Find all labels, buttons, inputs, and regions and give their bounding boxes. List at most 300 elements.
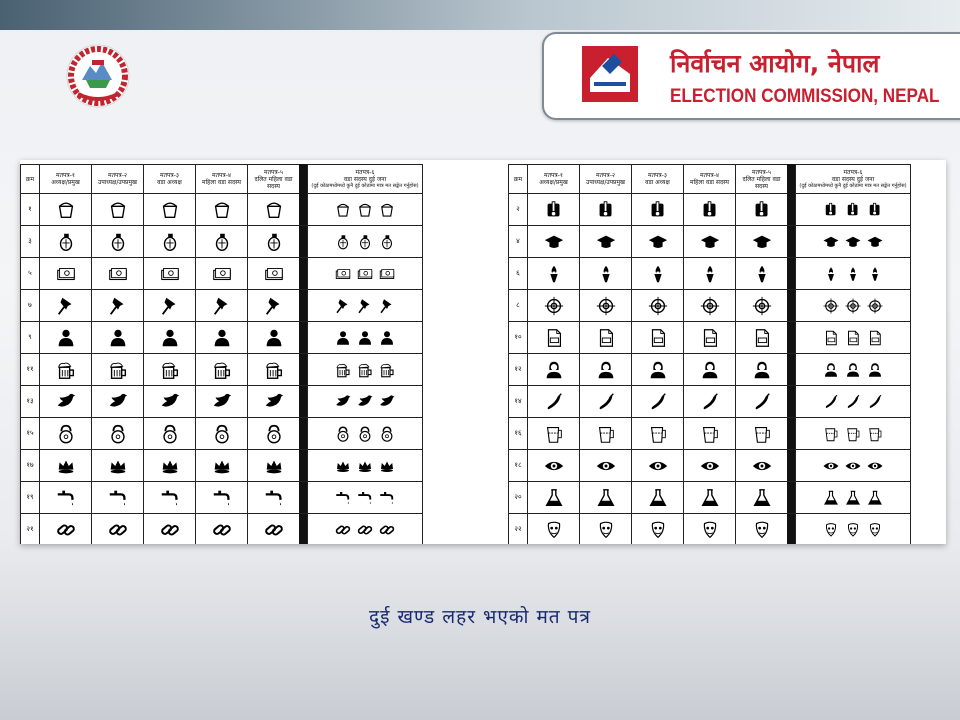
- vote-box-ward-member[interactable]: [307, 226, 423, 257]
- serial-number: १५: [20, 418, 39, 449]
- kettlebell-icon: [356, 425, 374, 443]
- torch-icon: [822, 265, 840, 283]
- vote-box-ward-member[interactable]: [795, 354, 911, 385]
- vote-box[interactable]: [39, 322, 91, 353]
- ballot-row: [508, 290, 911, 322]
- water-jug-icon: [699, 423, 721, 445]
- flask-icon: [647, 487, 669, 509]
- vote-box[interactable]: [143, 418, 195, 449]
- eye-icon: [647, 455, 669, 477]
- serial-number: १४: [508, 386, 527, 417]
- vote-box[interactable]: [143, 386, 195, 417]
- vote-box[interactable]: [631, 194, 683, 225]
- graduation-cap-icon: [844, 233, 862, 251]
- grenade-icon: [159, 231, 181, 253]
- post-header-2: [91, 164, 143, 194]
- vote-box[interactable]: [631, 482, 683, 513]
- ballot-box-logo-icon: [580, 44, 640, 104]
- bird-icon: [159, 391, 181, 413]
- post-header-3: [143, 164, 195, 194]
- vote-box[interactable]: [527, 418, 579, 449]
- grenade-icon: [263, 231, 285, 253]
- vote-box-ward-member[interactable]: [795, 322, 911, 353]
- vote-box[interactable]: [579, 258, 631, 289]
- ballot-row: [508, 194, 911, 226]
- flask-icon: [595, 487, 617, 509]
- vote-box-ward-member[interactable]: [795, 450, 911, 481]
- vote-box[interactable]: [39, 450, 91, 481]
- vote-box[interactable]: [91, 322, 143, 353]
- vote-box[interactable]: [527, 386, 579, 417]
- beer-mug-icon: [211, 359, 233, 381]
- vote-box-ward-member[interactable]: [307, 514, 423, 544]
- ballot-row: [20, 514, 423, 544]
- mask-icon: [822, 521, 840, 539]
- vote-box[interactable]: [195, 418, 247, 449]
- vote-box[interactable]: [247, 418, 299, 449]
- water-tap-icon: [263, 487, 285, 509]
- kettlebell-icon: [55, 423, 77, 445]
- vote-box[interactable]: [91, 418, 143, 449]
- ballot-row: [508, 450, 911, 482]
- vote-box[interactable]: [683, 450, 735, 481]
- torch-icon: [647, 263, 669, 285]
- vote-box[interactable]: [579, 322, 631, 353]
- ballot-left-half: [20, 160, 453, 544]
- post-header-1: [527, 164, 579, 194]
- beer-mug-icon: [107, 359, 129, 381]
- chili-icon: [647, 391, 669, 413]
- vote-box[interactable]: [247, 258, 299, 289]
- vote-box[interactable]: [143, 322, 195, 353]
- thermometer-icon: [543, 199, 565, 221]
- target-icon: [595, 295, 617, 317]
- vote-box[interactable]: [247, 290, 299, 321]
- vote-box[interactable]: [579, 290, 631, 321]
- vote-box-ward-member[interactable]: [307, 290, 423, 321]
- water-jug-icon: [647, 423, 669, 445]
- vote-box[interactable]: [683, 418, 735, 449]
- vote-box-ward-member[interactable]: [795, 482, 911, 513]
- vote-box-ward-member[interactable]: [795, 386, 911, 417]
- person-icon: [334, 329, 352, 347]
- mask-icon: [543, 519, 565, 541]
- chili-icon: [844, 393, 862, 411]
- woman-icon: [543, 359, 565, 381]
- vote-box[interactable]: [195, 290, 247, 321]
- target-icon: [647, 295, 669, 317]
- vote-box[interactable]: [683, 386, 735, 417]
- post-number: मतपत्र-५: [263, 168, 283, 176]
- vote-box[interactable]: [631, 290, 683, 321]
- vote-box[interactable]: [631, 258, 683, 289]
- document-icon: [844, 329, 862, 347]
- serial-number: १९: [20, 482, 39, 513]
- vote-box[interactable]: [247, 226, 299, 257]
- vote-box[interactable]: [735, 386, 787, 417]
- water-tap-icon: [356, 489, 374, 507]
- serial-number: १७: [20, 450, 39, 481]
- vote-box-ward-member[interactable]: [795, 226, 911, 257]
- mask-icon: [647, 519, 669, 541]
- vote-box-ward-member[interactable]: [795, 194, 911, 225]
- vote-box[interactable]: [735, 290, 787, 321]
- water-jug-icon: [844, 425, 862, 443]
- vote-box[interactable]: [195, 386, 247, 417]
- vote-box[interactable]: [631, 386, 683, 417]
- woman-icon: [822, 361, 840, 379]
- document-icon: [647, 327, 669, 349]
- ballot-row: [20, 386, 423, 418]
- kettlebell-icon: [378, 425, 396, 443]
- woman-icon: [866, 361, 884, 379]
- vote-box[interactable]: [527, 514, 579, 544]
- water-tap-icon: [159, 487, 181, 509]
- crown-icon: [263, 455, 285, 477]
- woman-icon: [844, 361, 862, 379]
- vote-box[interactable]: [527, 258, 579, 289]
- post-header-1: [39, 164, 91, 194]
- crown-icon: [55, 455, 77, 477]
- mask-icon: [751, 519, 773, 541]
- post-name: अध्यक्ष/प्रमुख: [539, 179, 568, 186]
- vote-box[interactable]: [579, 354, 631, 385]
- pushpin-icon: [211, 295, 233, 317]
- vote-box[interactable]: [579, 514, 631, 544]
- eye-icon: [595, 455, 617, 477]
- mask-icon: [844, 521, 862, 539]
- pushpin-icon: [356, 297, 374, 315]
- vote-box[interactable]: [527, 226, 579, 257]
- vote-box[interactable]: [683, 482, 735, 513]
- target-icon: [844, 297, 862, 315]
- kettlebell-icon: [263, 423, 285, 445]
- post-number: मतपत्र-६: [843, 169, 863, 176]
- vote-box[interactable]: [735, 482, 787, 513]
- thermometer-icon: [647, 199, 669, 221]
- vote-box[interactable]: [91, 258, 143, 289]
- vote-box[interactable]: [143, 226, 195, 257]
- vote-box[interactable]: [631, 418, 683, 449]
- vote-box-ward-member[interactable]: [307, 354, 423, 385]
- vote-box[interactable]: [195, 194, 247, 225]
- crown-icon: [378, 457, 396, 475]
- vote-box-ward-member[interactable]: [795, 258, 911, 289]
- money-bundle-icon: [378, 265, 396, 283]
- vote-box[interactable]: [195, 258, 247, 289]
- vote-box[interactable]: [579, 386, 631, 417]
- vote-box[interactable]: [91, 290, 143, 321]
- vote-box-ward-member[interactable]: [307, 482, 423, 513]
- grenade-icon: [55, 231, 77, 253]
- vote-box[interactable]: [683, 226, 735, 257]
- vote-box[interactable]: [39, 418, 91, 449]
- vote-box[interactable]: [143, 290, 195, 321]
- vote-box[interactable]: [39, 386, 91, 417]
- vote-box[interactable]: [631, 514, 683, 544]
- vote-box[interactable]: [527, 450, 579, 481]
- ballot-rows-right: [508, 194, 911, 544]
- vote-box[interactable]: [683, 290, 735, 321]
- post-name: दलित महिला वडा सदस्य: [742, 175, 781, 190]
- vote-box[interactable]: [195, 450, 247, 481]
- vote-box-ward-member[interactable]: [307, 258, 423, 289]
- vote-box[interactable]: [39, 514, 91, 544]
- vote-box[interactable]: [735, 322, 787, 353]
- pushpin-icon: [378, 297, 396, 315]
- ballot-header-row: [508, 164, 911, 194]
- post-name: वडा सदस्य दुई जना: [343, 176, 387, 183]
- bird-icon: [356, 393, 374, 411]
- ballot-header-row: [20, 164, 423, 194]
- vote-box[interactable]: [683, 514, 735, 544]
- vote-box[interactable]: [527, 322, 579, 353]
- vote-box-ward-member[interactable]: [795, 514, 911, 544]
- vote-box[interactable]: [247, 450, 299, 481]
- mask-icon: [699, 519, 721, 541]
- water-tap-icon: [107, 487, 129, 509]
- money-bundle-icon: [334, 265, 352, 283]
- bird-icon: [263, 391, 285, 413]
- vote-box[interactable]: [247, 482, 299, 513]
- ballot-row: [20, 258, 423, 290]
- post-number: मतपत्र-५: [751, 168, 771, 176]
- vote-box[interactable]: [247, 386, 299, 417]
- ballot-row: [508, 514, 911, 544]
- pushpin-icon: [263, 295, 285, 317]
- thermometer-icon: [751, 199, 773, 221]
- vote-box[interactable]: [39, 482, 91, 513]
- post-header-4: [195, 164, 247, 194]
- beer-mug-icon: [378, 361, 396, 379]
- vote-box[interactable]: [195, 354, 247, 385]
- post-number: मतपत्र-२: [595, 172, 615, 179]
- graduation-cap-icon: [751, 231, 773, 253]
- vote-box[interactable]: [143, 514, 195, 544]
- vote-box[interactable]: [631, 226, 683, 257]
- vote-box[interactable]: [247, 514, 299, 544]
- serial-number: ६: [508, 258, 527, 289]
- serial-number: २०: [508, 482, 527, 513]
- post-header-5: [247, 164, 299, 194]
- vote-box[interactable]: [91, 226, 143, 257]
- person-icon: [378, 329, 396, 347]
- post-name: वडा अध्यक्ष: [157, 179, 182, 186]
- water-jug-icon: [751, 423, 773, 445]
- eye-icon: [822, 457, 840, 475]
- vote-box[interactable]: [735, 194, 787, 225]
- vote-box[interactable]: [683, 322, 735, 353]
- vote-box[interactable]: [143, 482, 195, 513]
- serial-number: ८: [508, 290, 527, 321]
- chili-icon: [543, 391, 565, 413]
- post-name: दलित महिला वडा सदस्य: [254, 175, 293, 190]
- vote-box[interactable]: [579, 418, 631, 449]
- vote-box[interactable]: [39, 258, 91, 289]
- ballot-row: [20, 354, 423, 386]
- vote-box[interactable]: [735, 514, 787, 544]
- vote-box[interactable]: [527, 354, 579, 385]
- graduation-cap-icon: [866, 233, 884, 251]
- crown-icon: [107, 455, 129, 477]
- vote-box[interactable]: [39, 354, 91, 385]
- vote-box[interactable]: [579, 194, 631, 225]
- post-note: (दुई कोठामध्येमध्ये कुनै दुई कोठामा मात्र मत सङ्केत गर्नुहोस): [799, 183, 907, 189]
- vote-box[interactable]: [143, 194, 195, 225]
- caption-text: दुई खण्ड लहर भएको मत पत्र: [369, 606, 591, 628]
- vote-box[interactable]: [683, 194, 735, 225]
- vote-box[interactable]: [527, 194, 579, 225]
- vote-box[interactable]: [579, 450, 631, 481]
- post-header-3: [631, 164, 683, 194]
- ballot-row: [508, 322, 911, 354]
- target-icon: [822, 297, 840, 315]
- serial-number: १: [20, 194, 39, 225]
- post-name: अध्यक्ष/प्रमुख: [51, 179, 80, 186]
- vote-box-ward-member[interactable]: [307, 194, 423, 225]
- bucket-icon: [378, 201, 396, 219]
- serial-number: २१: [20, 514, 39, 544]
- target-icon: [866, 297, 884, 315]
- ballot-row: [508, 258, 911, 290]
- water-jug-icon: [822, 425, 840, 443]
- vote-box-ward-member[interactable]: [307, 322, 423, 353]
- chain-link-icon: [55, 519, 77, 541]
- document-icon: [866, 329, 884, 347]
- bucket-icon: [55, 199, 77, 221]
- vote-box-ward-member[interactable]: [795, 290, 911, 321]
- pushpin-icon: [107, 295, 129, 317]
- vote-box[interactable]: [735, 354, 787, 385]
- serial-number: १६: [508, 418, 527, 449]
- thermometer-icon: [595, 199, 617, 221]
- serial-number: ४: [508, 226, 527, 257]
- torch-icon: [543, 263, 565, 285]
- kettlebell-icon: [334, 425, 352, 443]
- pushpin-icon: [159, 295, 181, 317]
- money-bundle-icon: [159, 263, 181, 285]
- vote-box[interactable]: [195, 226, 247, 257]
- post-number: मतपत्र-४: [699, 172, 719, 179]
- person-icon: [263, 327, 285, 349]
- ballot-row: [20, 194, 423, 226]
- water-tap-icon: [55, 487, 77, 509]
- crown-icon: [211, 455, 233, 477]
- vote-box[interactable]: [247, 322, 299, 353]
- vote-box[interactable]: [195, 482, 247, 513]
- vote-box[interactable]: [195, 514, 247, 544]
- person-icon: [107, 327, 129, 349]
- vote-box[interactable]: [683, 258, 735, 289]
- vote-box[interactable]: [247, 354, 299, 385]
- post-number: मतपत्र-२: [107, 172, 127, 179]
- vote-box[interactable]: [143, 258, 195, 289]
- crown-icon: [356, 457, 374, 475]
- beer-mug-icon: [334, 361, 352, 379]
- document-icon: [595, 327, 617, 349]
- pushpin-icon: [55, 295, 77, 317]
- vote-box[interactable]: [91, 386, 143, 417]
- vote-box[interactable]: [143, 354, 195, 385]
- bird-icon: [334, 393, 352, 411]
- torch-icon: [844, 265, 862, 283]
- torch-icon: [751, 263, 773, 285]
- vote-box[interactable]: [735, 418, 787, 449]
- woman-icon: [595, 359, 617, 381]
- vote-box[interactable]: [39, 194, 91, 225]
- bucket-icon: [107, 199, 129, 221]
- flask-icon: [543, 487, 565, 509]
- vote-box[interactable]: [247, 194, 299, 225]
- crown-icon: [334, 457, 352, 475]
- beer-mug-icon: [55, 359, 77, 381]
- grenade-icon: [107, 231, 129, 253]
- vote-box[interactable]: [195, 322, 247, 353]
- vote-box[interactable]: [735, 450, 787, 481]
- flask-icon: [866, 489, 884, 507]
- money-bundle-icon: [107, 263, 129, 285]
- grenade-icon: [211, 231, 233, 253]
- vote-box[interactable]: [735, 258, 787, 289]
- post-name: उपाध्यक्ष/उपप्रमुख: [98, 179, 137, 186]
- water-tap-icon: [334, 489, 352, 507]
- vote-box-ward-member[interactable]: [307, 418, 423, 449]
- chili-icon: [751, 391, 773, 413]
- vote-box-ward-member[interactable]: [307, 386, 423, 417]
- chain-link-icon: [211, 519, 233, 541]
- vote-box[interactable]: [39, 290, 91, 321]
- vote-box[interactable]: [91, 354, 143, 385]
- vote-box[interactable]: [631, 450, 683, 481]
- vote-box[interactable]: [631, 322, 683, 353]
- document-icon: [699, 327, 721, 349]
- vote-box[interactable]: [735, 226, 787, 257]
- serial-number: १३: [20, 386, 39, 417]
- vote-box[interactable]: [91, 194, 143, 225]
- vote-box[interactable]: [527, 482, 579, 513]
- vote-box-ward-member[interactable]: [307, 450, 423, 481]
- post-name: वडा अध्यक्ष: [645, 179, 670, 186]
- vote-box[interactable]: [579, 482, 631, 513]
- vote-box[interactable]: [683, 354, 735, 385]
- vote-box-ward-member[interactable]: [795, 418, 911, 449]
- document-icon: [543, 327, 565, 349]
- target-icon: [699, 295, 721, 317]
- person-icon: [159, 327, 181, 349]
- grenade-icon: [356, 233, 374, 251]
- vote-box[interactable]: [579, 226, 631, 257]
- nepal-emblem-icon: [56, 40, 140, 112]
- vote-box[interactable]: [91, 450, 143, 481]
- vote-box[interactable]: [91, 482, 143, 513]
- graduation-cap-icon: [543, 231, 565, 253]
- vote-box[interactable]: [527, 290, 579, 321]
- eye-icon: [699, 455, 721, 477]
- post-number: मतपत्र-४: [211, 172, 231, 179]
- chain-link-icon: [356, 521, 374, 539]
- money-bundle-icon: [356, 265, 374, 283]
- serial-number: ११: [20, 354, 39, 385]
- vote-box[interactable]: [143, 450, 195, 481]
- woman-icon: [699, 359, 721, 381]
- vote-box[interactable]: [631, 354, 683, 385]
- graduation-cap-icon: [647, 231, 669, 253]
- ballot-row: [20, 450, 423, 482]
- vote-box[interactable]: [39, 226, 91, 257]
- grenade-icon: [378, 233, 396, 251]
- vote-box[interactable]: [91, 514, 143, 544]
- ballot-row: [20, 322, 423, 354]
